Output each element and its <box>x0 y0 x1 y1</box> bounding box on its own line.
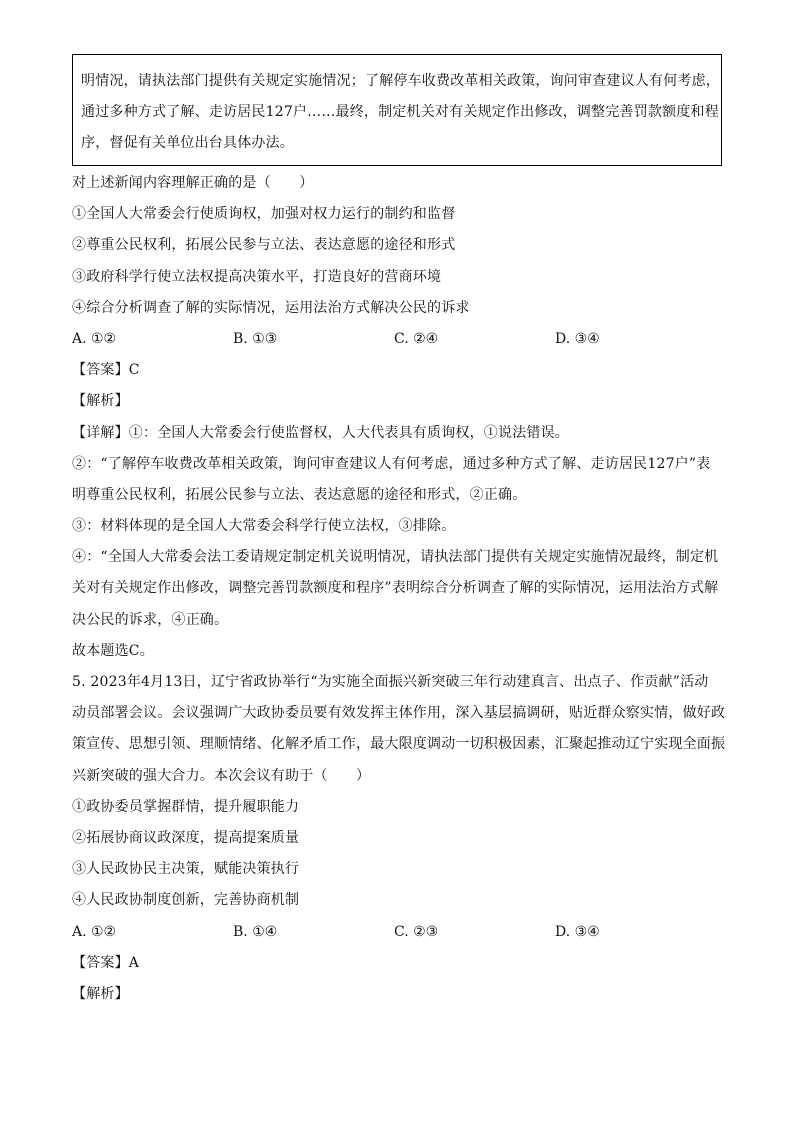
option-b: B. ①③ <box>233 330 278 347</box>
option-d: D. ③④ <box>555 330 600 347</box>
question-4-stem: 对上述新闻内容理解正确的是（ ） <box>72 175 314 191</box>
question-5-stem-line: 兴新突破的强大合力。本次会议有助于（ ） <box>72 767 371 784</box>
question-4-detail-line: 【详解】①：全国人大常委会行使监督权，人大代表具有质询权，①说法错误。 <box>72 424 569 441</box>
option-c: C. ②③ <box>394 923 439 940</box>
question-4-answer: 【答案】C <box>72 362 140 379</box>
material-line: 序，督促有关单位出台具体办法。 <box>81 135 294 152</box>
question-5-answer: 【答案】A <box>72 954 140 971</box>
question-4-options <box>72 324 732 355</box>
question-5-stem-line: 动员部署会议。会议强调广大政协委员要有效发挥主体作用，深入基层搞调研，贴近群众察实情，做好政 <box>72 705 726 722</box>
question-4-detail-line: 决公民的诉求，④正确。 <box>72 611 229 628</box>
question-5-item: ③人民政协民主决策，赋能决策执行 <box>72 861 300 878</box>
question-4-analysis-label: 【解析】 <box>72 393 129 410</box>
question-5-options <box>72 917 732 948</box>
question-5-item: ④人民政协制度创新，完善协商机制 <box>72 892 300 909</box>
question-5-analysis-label: 【解析】 <box>72 985 129 1002</box>
option-a: A. ①② <box>72 923 117 940</box>
question-4-detail-line: 关对有关规定作出修改，调整完善罚款额度和程序”表明综合分析调查了解的实际情况，运用法治方式解 <box>72 580 719 597</box>
question-4-detail-line: ③：材料体现的是全国人大常委会科学行使立法权，③排除。 <box>72 518 456 535</box>
question-4-item: ④综合分析调查了解的实际情况，运用法治方式解决公民的诉求 <box>72 299 470 316</box>
question-4-detail-line: ②：“了解停车收费改革相关政策，询问审查建议人有何考虑，通过多种方式了解、走访居民127户”表 <box>72 455 711 472</box>
question-5-stem-line: 策宣传、思想引领、理顺情绪、化解矛盾工作，最大限度调动一切积极因素，汇聚起推动辽宁实现全面振 <box>72 736 726 753</box>
question-5-stem-line: 5. 2023年4月13日，辽宁省政协举行“为实施全面振兴新突破三年行动建真言、出点子、作贡献”活动 <box>72 674 709 690</box>
question-4-detail-line: 明尊重公民权利，拓展公民参与立法、表达意愿的途径和形式，②正确。 <box>72 486 527 503</box>
option-a: A. ①② <box>72 330 117 347</box>
question-5-item: ①政协委员掌握群情，提升履职能力 <box>72 798 300 815</box>
option-c: C. ②④ <box>394 330 439 347</box>
question-4-item: ②尊重公民权利，拓展公民参与立法、表达意愿的途径和形式 <box>72 237 456 254</box>
main-content <box>72 168 732 1010</box>
material-line: 明情况，请执法部门提供有关规定实施情况；了解停车收费改革相关政策，询问审查建议人有何考虑， <box>81 73 720 89</box>
option-d: D. ③④ <box>555 923 600 940</box>
question-4-item: ①全国人大常委会行使质询权，加强对权力运行的制约和监督 <box>72 206 456 223</box>
news-material-box <box>72 54 722 166</box>
question-4-detail-line: ④：“全国人大常委会法工委请规定制定机关说明情况，请执法部门提供有关规定实施情况最终，制定机 <box>72 549 719 566</box>
material-line: 通过多种方式了解、走访居民127户……最终，制定机关对有关规定作出修改，调整完善罚款额度和程 <box>81 104 719 121</box>
question-4-detail-line: 故本题选C。 <box>72 642 154 659</box>
question-5-item: ②拓展协商议政深度，提高提案质量 <box>72 829 300 846</box>
option-b: B. ①④ <box>233 923 278 940</box>
question-4-item: ③政府科学行使立法权提高决策水平，打造良好的营商环境 <box>72 268 442 285</box>
